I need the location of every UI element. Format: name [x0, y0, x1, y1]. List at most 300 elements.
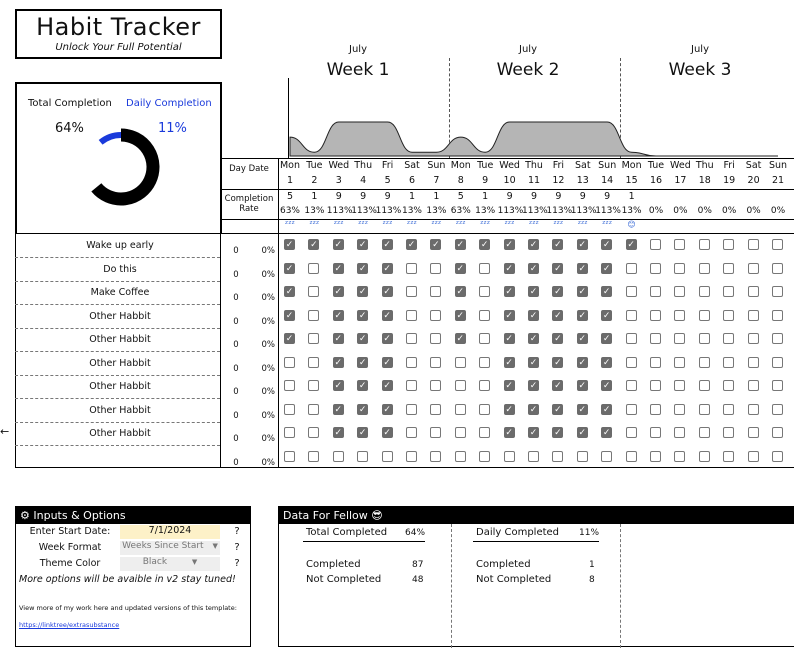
habit-checkbox[interactable] — [333, 239, 344, 250]
habit-checkbox[interactable] — [748, 310, 759, 321]
habit-checkbox[interactable] — [333, 333, 344, 344]
day-name: Tue — [477, 160, 494, 171]
habit-checkbox[interactable] — [333, 310, 344, 321]
habit-checkbox[interactable] — [626, 404, 637, 415]
habit-checkbox[interactable] — [455, 451, 466, 462]
habit-checkbox[interactable] — [552, 333, 563, 344]
day-number: 13 — [576, 175, 589, 186]
row-divider — [15, 375, 220, 376]
habit-checkbox[interactable] — [723, 286, 734, 297]
habit-checkbox[interactable] — [479, 310, 490, 321]
daily-completed-label: Daily Completed — [476, 527, 560, 538]
habit-checkbox[interactable] — [284, 427, 295, 438]
habit-checkbox[interactable] — [430, 427, 441, 438]
week-format-value: Weeks Since Start — [122, 541, 204, 551]
habit-checkbox[interactable] — [284, 263, 295, 274]
habit-count: 0 — [233, 434, 239, 444]
habit-checkbox[interactable] — [674, 404, 685, 415]
habit-checkbox[interactable] — [357, 310, 368, 321]
habit-checkbox[interactable] — [528, 286, 539, 297]
grid-line — [15, 467, 794, 468]
habit-checkbox[interactable] — [284, 380, 295, 391]
day-number: 3 — [335, 175, 342, 186]
habit-checkbox[interactable] — [772, 263, 783, 274]
habit-checkbox[interactable] — [284, 286, 295, 297]
habit-checkbox[interactable] — [748, 333, 759, 344]
habit-checkbox[interactable] — [382, 263, 393, 274]
habit-checkbox[interactable] — [308, 286, 319, 297]
habit-checkbox[interactable] — [577, 263, 588, 274]
habit-checkbox[interactable] — [748, 357, 759, 368]
habit-checkbox[interactable] — [699, 239, 710, 250]
day-number: 20 — [747, 175, 760, 186]
habit-checkbox[interactable] — [723, 427, 734, 438]
day-completion-rate: 113% — [522, 206, 548, 216]
habit-checkbox[interactable] — [504, 357, 515, 368]
habit-checkbox[interactable] — [333, 451, 344, 462]
day-completed-count: 9 — [384, 191, 391, 202]
habit-checkbox[interactable] — [357, 286, 368, 297]
not-completed-label: Not Completed — [476, 574, 552, 585]
habit-checkbox[interactable] — [284, 357, 295, 368]
habit-checkbox[interactable] — [577, 333, 588, 344]
fellow-divider — [620, 524, 621, 648]
habit-checkbox[interactable] — [748, 404, 759, 415]
habit-checkbox[interactable] — [333, 404, 344, 415]
habit-checkbox[interactable] — [650, 239, 661, 250]
day-number: 5 — [384, 175, 391, 186]
habit-checkbox[interactable] — [601, 286, 612, 297]
habit-checkbox[interactable] — [748, 263, 759, 274]
day-name: Thu — [695, 160, 714, 171]
total-completion-value: 64% — [55, 121, 84, 136]
habit-checkbox[interactable] — [528, 310, 539, 321]
habit-checkbox[interactable] — [772, 451, 783, 462]
habit-count: 0 — [233, 457, 239, 468]
habit-checkbox[interactable] — [674, 310, 685, 321]
habit-checkbox[interactable] — [552, 380, 563, 391]
habit-checkbox[interactable] — [528, 357, 539, 368]
day-name: Fri — [552, 160, 565, 171]
habit-checkbox[interactable] — [455, 310, 466, 321]
habit-checkbox[interactable] — [357, 239, 368, 250]
habit-checkbox[interactable] — [308, 404, 319, 415]
habit-percent: 0% — [261, 316, 275, 327]
habit-checkbox[interactable] — [626, 286, 637, 297]
habit-count: 0 — [233, 246, 239, 256]
habit-checkbox[interactable] — [406, 404, 417, 415]
day-number: 19 — [723, 175, 736, 186]
theme-color-help-icon[interactable]: ? — [234, 558, 240, 569]
week-format-help-icon[interactable]: ? — [234, 542, 240, 553]
habit-checkbox[interactable] — [430, 357, 441, 368]
habit-checkbox[interactable] — [284, 333, 295, 344]
habit-checkbox[interactable] — [308, 310, 319, 321]
habit-checkbox[interactable] — [406, 357, 417, 368]
not-completed-label: Not Completed — [306, 574, 382, 585]
habit-checkbox[interactable] — [528, 239, 539, 250]
habit-checkbox[interactable] — [674, 380, 685, 391]
habit-checkbox[interactable] — [723, 404, 734, 415]
habit-checkbox[interactable] — [284, 451, 295, 462]
habit-checkbox[interactable] — [577, 239, 588, 250]
habit-checkbox[interactable] — [504, 333, 515, 344]
habit-checkbox[interactable] — [479, 427, 490, 438]
habit-checkbox[interactable] — [333, 357, 344, 368]
habit-checkbox[interactable] — [650, 451, 661, 462]
day-completed-count: 5 — [457, 191, 464, 202]
habit-checkbox[interactable] — [430, 263, 441, 274]
daily-completed-count: 1 — [589, 560, 595, 570]
week-format-label: Week Format — [38, 542, 102, 553]
theme-color-select[interactable] — [120, 557, 220, 571]
habit-checkbox[interactable] — [430, 404, 441, 415]
habit-checkbox[interactable] — [382, 310, 393, 321]
habit-checkbox[interactable] — [772, 333, 783, 344]
habit-checkbox[interactable] — [601, 239, 612, 250]
habit-checkbox[interactable] — [723, 263, 734, 274]
habit-checkbox[interactable] — [650, 427, 661, 438]
habit-checkbox[interactable] — [382, 333, 393, 344]
habit-checkbox[interactable] — [406, 427, 417, 438]
total-completed-value: 64% — [405, 528, 426, 538]
habit-checkbox[interactable] — [699, 286, 710, 297]
options-note: More options will be avaible in v2 stay tuned! — [19, 574, 236, 585]
habit-checkbox[interactable] — [626, 357, 637, 368]
day-number: 15 — [625, 175, 638, 186]
habit-checkbox[interactable] — [333, 427, 344, 438]
week-format-select[interactable] — [120, 541, 220, 555]
total-not-completed-count: 48 — [412, 575, 424, 585]
habit-checkbox[interactable] — [382, 451, 393, 462]
habit-checkbox[interactable] — [455, 427, 466, 438]
habit-checkbox[interactable] — [699, 404, 710, 415]
habit-checkbox[interactable] — [479, 380, 490, 391]
habit-checkbox[interactable] — [528, 380, 539, 391]
habit-checkbox[interactable] — [382, 380, 393, 391]
habit-checkbox[interactable] — [406, 263, 417, 274]
habit-checkbox[interactable] — [723, 310, 734, 321]
completion-rate-label: Completion Rate — [224, 194, 274, 214]
habit-checkbox[interactable] — [479, 404, 490, 415]
habit-checkbox[interactable] — [357, 404, 368, 415]
habit-checkbox[interactable] — [601, 333, 612, 344]
habit-checkbox[interactable] — [357, 451, 368, 462]
day-completed-count: 5 — [286, 191, 294, 202]
habit-checkbox[interactable] — [674, 263, 685, 274]
habit-checkbox[interactable] — [699, 451, 710, 462]
habit-checkbox[interactable] — [284, 310, 295, 321]
habit-checkbox[interactable] — [479, 357, 490, 368]
habit-checkbox[interactable] — [772, 357, 783, 368]
habit-checkbox[interactable] — [357, 427, 368, 438]
habit-checkbox[interactable] — [601, 451, 612, 462]
inputs-title: Inputs & Options — [33, 509, 126, 522]
habit-checkbox[interactable] — [455, 239, 466, 250]
habit-checkbox[interactable] — [455, 263, 466, 274]
habit-checkbox[interactable] — [674, 357, 685, 368]
habit-checkbox[interactable] — [382, 357, 393, 368]
start-date-label: Enter Start Date: — [29, 526, 111, 537]
habit-checkbox[interactable] — [772, 404, 783, 415]
habit-checkbox[interactable] — [406, 451, 417, 462]
habit-checkbox[interactable] — [723, 239, 734, 250]
day-completed-count: 1 — [408, 191, 416, 202]
daily-completed-value: 11% — [579, 528, 600, 538]
habit-checkbox[interactable] — [479, 239, 490, 250]
week-month: July — [691, 44, 709, 55]
habit-label: Do this — [103, 263, 137, 275]
day-number: 18 — [698, 175, 711, 186]
day-completion-rate: 113% — [570, 206, 597, 216]
habit-checkbox[interactable] — [504, 286, 515, 297]
habit-checkbox[interactable] — [650, 380, 661, 391]
habit-checkbox[interactable] — [699, 357, 710, 368]
habit-count: 0 — [233, 293, 239, 303]
habit-checkbox[interactable] — [357, 333, 368, 344]
habit-checkbox[interactable] — [699, 380, 710, 391]
habit-checkbox[interactable] — [626, 427, 637, 438]
day-name: Tue — [306, 160, 323, 171]
habit-checkbox[interactable] — [504, 404, 515, 415]
habit-checkbox[interactable] — [577, 451, 588, 462]
habit-checkbox[interactable] — [650, 357, 661, 368]
habit-checkbox[interactable] — [528, 263, 539, 274]
day-completion-rate: 13% — [304, 206, 325, 216]
habit-checkbox[interactable] — [504, 239, 515, 250]
habit-checkbox[interactable] — [552, 427, 563, 438]
habit-label: Other Habbit — [89, 381, 151, 392]
day-completion-rate: 0% — [673, 206, 688, 216]
habit-checkbox[interactable] — [382, 404, 393, 415]
grid-line — [220, 158, 221, 467]
sleep-icon: ᶻᶻᶻ — [577, 220, 588, 230]
habit-checkbox[interactable] — [699, 333, 710, 344]
habit-checkbox[interactable] — [430, 286, 441, 297]
habit-checkbox[interactable] — [333, 380, 344, 391]
habit-checkbox[interactable] — [479, 333, 490, 344]
habit-percent: 0% — [261, 410, 275, 421]
habit-checkbox[interactable] — [430, 310, 441, 321]
habit-checkbox[interactable] — [455, 404, 466, 415]
habit-checkbox[interactable] — [308, 427, 319, 438]
habit-checkbox[interactable] — [430, 451, 441, 462]
day-completion-rate: 113% — [326, 206, 353, 216]
habit-checkbox[interactable] — [552, 451, 563, 462]
habit-checkbox[interactable] — [357, 263, 368, 274]
habit-checkbox[interactable] — [308, 380, 319, 391]
completed-label: Completed — [306, 559, 361, 570]
row-divider — [15, 304, 220, 305]
habit-label: Other Habbit — [89, 428, 151, 439]
habit-checkbox[interactable] — [382, 286, 393, 297]
habit-checkbox[interactable] — [308, 333, 319, 344]
habit-checkbox[interactable] — [748, 427, 759, 438]
habit-checkbox[interactable] — [455, 333, 466, 344]
habit-checkbox[interactable] — [308, 263, 319, 274]
habit-checkbox[interactable] — [406, 286, 417, 297]
sleep-icon: ᶻᶻᶻ — [407, 220, 417, 230]
habit-checkbox[interactable] — [650, 286, 661, 297]
habit-checkbox[interactable] — [308, 239, 319, 250]
habit-checkbox[interactable] — [504, 451, 515, 462]
habit-checkbox[interactable] — [552, 263, 563, 274]
habit-checkbox[interactable] — [772, 239, 783, 250]
start-date-input[interactable]: 7/1/2024 — [120, 525, 220, 539]
habit-checkbox[interactable] — [626, 263, 637, 274]
habit-checkbox[interactable] — [601, 310, 612, 321]
habit-label: Other Habbit — [89, 357, 151, 369]
habit-checkbox[interactable] — [577, 427, 588, 438]
sleep-icon: ᶻᶻᶻ — [309, 220, 320, 230]
habit-checkbox[interactable] — [626, 239, 637, 250]
habit-percent: 0% — [261, 434, 275, 444]
day-number: 7 — [433, 175, 440, 186]
habit-checkbox[interactable] — [504, 427, 515, 438]
sleep-icon: ᶻᶻᶻ — [358, 220, 369, 230]
habit-checkbox[interactable] — [723, 333, 734, 344]
habit-checkbox[interactable] — [674, 239, 685, 250]
day-completion-rate: 113% — [375, 206, 402, 216]
habit-checkbox[interactable] — [552, 239, 563, 250]
grid-line — [220, 189, 794, 190]
habit-checkbox[interactable] — [626, 310, 637, 321]
habit-checkbox[interactable] — [455, 357, 466, 368]
habit-checkbox[interactable] — [601, 380, 612, 391]
habit-label: Other Habbit — [89, 310, 151, 322]
habit-checkbox[interactable] — [552, 286, 563, 297]
habit-checkbox[interactable] — [626, 333, 637, 344]
habit-checkbox[interactable] — [748, 286, 759, 297]
habit-checkbox[interactable] — [308, 451, 319, 462]
day-completion-rate: 0% — [697, 206, 712, 216]
habit-checkbox[interactable] — [455, 380, 466, 391]
habit-checkbox[interactable] — [357, 357, 368, 368]
habit-checkbox[interactable] — [333, 263, 344, 274]
week-label: Week 3 — [668, 60, 732, 80]
habit-checkbox[interactable] — [479, 451, 490, 462]
day-name: Tue — [647, 160, 665, 171]
grid-line — [15, 233, 16, 467]
habit-checkbox[interactable] — [674, 451, 685, 462]
habit-checkbox[interactable] — [601, 427, 612, 438]
habit-checkbox[interactable] — [406, 380, 417, 391]
linktree-link[interactable]: https://linktree/extrasubstance — [19, 621, 120, 629]
habit-checkbox[interactable] — [772, 286, 783, 297]
habit-checkbox[interactable] — [382, 239, 393, 250]
habit-checkbox[interactable] — [650, 333, 661, 344]
habit-checkbox[interactable] — [626, 451, 637, 462]
habit-checkbox[interactable] — [650, 263, 661, 274]
habit-checkbox[interactable] — [674, 333, 685, 344]
day-name: Mon — [450, 160, 471, 171]
habit-checkbox[interactable] — [674, 286, 685, 297]
habit-checkbox[interactable] — [650, 310, 661, 321]
day-number: 17 — [674, 175, 687, 186]
habit-checkbox[interactable] — [577, 286, 588, 297]
habit-checkbox[interactable] — [699, 310, 710, 321]
start-date-help-icon[interactable]: ? — [234, 526, 240, 537]
habit-checkbox[interactable] — [699, 263, 710, 274]
habit-checkbox[interactable] — [504, 380, 515, 391]
week-month: July — [349, 44, 367, 55]
habit-percent: 0% — [261, 457, 275, 468]
habit-checkbox[interactable] — [601, 263, 612, 274]
habit-checkbox[interactable] — [430, 333, 441, 344]
habit-checkbox[interactable] — [577, 404, 588, 415]
row-divider — [15, 281, 220, 282]
day-completed-count: 1 — [628, 191, 635, 202]
day-completion-rate: 113% — [497, 206, 524, 216]
habit-checkbox[interactable] — [699, 427, 710, 438]
habit-checkbox[interactable] — [406, 333, 417, 344]
habit-checkbox[interactable] — [552, 357, 563, 368]
habit-checkbox[interactable] — [674, 427, 685, 438]
habit-checkbox[interactable] — [308, 357, 319, 368]
habit-checkbox[interactable] — [626, 380, 637, 391]
habit-checkbox[interactable] — [455, 286, 466, 297]
day-completion-rate: 13% — [621, 206, 642, 216]
habit-checkbox[interactable] — [748, 239, 759, 250]
week-month: July — [519, 44, 537, 55]
habit-checkbox[interactable] — [772, 310, 783, 321]
day-completed-count: 9 — [335, 191, 342, 202]
habit-checkbox[interactable] — [479, 263, 490, 274]
habit-checkbox[interactable] — [284, 404, 295, 415]
habit-checkbox[interactable] — [528, 333, 539, 344]
fellow-panel-header: Data For Fellow 😎 — [279, 507, 794, 524]
theme-color-label: Theme Color — [39, 558, 101, 569]
day-completed-count: 9 — [604, 191, 611, 202]
day-completion-rate: 0% — [770, 206, 786, 216]
habit-checkbox[interactable] — [723, 380, 734, 391]
habit-checkbox[interactable] — [528, 427, 539, 438]
habit-checkbox[interactable] — [577, 357, 588, 368]
habit-checkbox[interactable] — [723, 357, 734, 368]
habit-checkbox[interactable] — [748, 451, 759, 462]
habit-checkbox[interactable] — [333, 286, 344, 297]
habit-checkbox[interactable] — [430, 239, 441, 250]
habit-checkbox[interactable] — [504, 263, 515, 274]
habit-checkbox[interactable] — [406, 239, 417, 250]
habit-checkbox[interactable] — [528, 451, 539, 462]
habit-checkbox[interactable] — [772, 380, 783, 391]
habit-checkbox[interactable] — [650, 404, 661, 415]
habit-checkbox[interactable] — [528, 404, 539, 415]
habit-checkbox[interactable] — [577, 310, 588, 321]
habit-checkbox[interactable] — [357, 380, 368, 391]
habit-checkbox[interactable] — [284, 239, 295, 250]
fellow-underline — [303, 541, 425, 542]
habit-checkbox[interactable] — [577, 380, 588, 391]
sleep-icon: ᶻᶻᶻ — [480, 220, 491, 230]
habit-checkbox[interactable] — [504, 310, 515, 321]
habit-checkbox[interactable] — [601, 404, 612, 415]
habit-checkbox[interactable] — [406, 310, 417, 321]
habit-checkbox[interactable] — [748, 380, 759, 391]
habit-checkbox[interactable] — [772, 427, 783, 438]
habit-checkbox[interactable] — [552, 404, 563, 415]
habit-checkbox[interactable] — [552, 310, 563, 321]
collapse-arrow-icon[interactable]: ← — [0, 425, 10, 438]
habit-checkbox[interactable] — [723, 451, 734, 462]
habit-checkbox[interactable] — [430, 380, 441, 391]
habit-checkbox[interactable] — [382, 427, 393, 438]
habit-checkbox[interactable] — [479, 286, 490, 297]
day-number: 11 — [527, 175, 541, 186]
habit-checkbox[interactable] — [601, 357, 612, 368]
day-name: Wed — [328, 160, 350, 171]
